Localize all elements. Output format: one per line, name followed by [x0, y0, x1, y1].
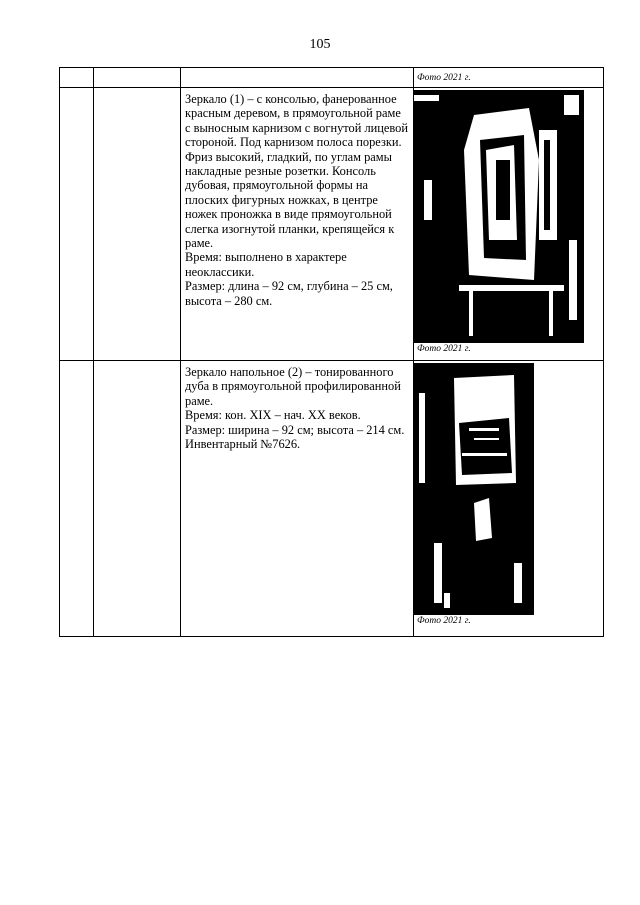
photo-caption: Фото 2021 г. [417, 344, 471, 354]
cell-name [94, 68, 181, 88]
cell-description [181, 88, 414, 361]
cell-photo [414, 88, 604, 361]
cell-photo [414, 361, 604, 637]
photo-caption: Фото 2021 г. [417, 73, 471, 83]
mirror-with-console-photo [414, 90, 584, 343]
description-time: Время: кон. XIX – нач. XX веков. [185, 408, 361, 423]
description-text: Зеркало (1) – с консолью, фанерованное красным деревом, в прямоугольной раме с выносным карнизом с вогнутой лицевой стороной. Под карнизом полоса порезки. Фриз высокий, гладкий, по углам рамы накладные резные розетки. Консоль дубовая, прямоугольной формы на плоских фигурных ножках, в центре ножек проножка в виде прямоугольной слегка изогнутой планки, крепящейся к раме. [185, 92, 408, 251]
inventory-number: Инвентарный №7626. [185, 437, 301, 452]
cell-description [181, 68, 414, 88]
cell-description [181, 361, 414, 637]
cell-number [60, 88, 94, 361]
cell-number [60, 68, 94, 88]
table-header-row [60, 68, 604, 88]
catalog-table [59, 67, 604, 637]
page-number: 105 [309, 37, 331, 52]
cell-photo [414, 68, 604, 88]
table-row [60, 88, 604, 361]
table-row [60, 361, 604, 637]
description-size: Размер: длина – 92 см, глубина – 25 см, высота – 280 см. [185, 279, 393, 308]
floor-mirror-photo [414, 363, 534, 615]
cell-name [94, 361, 181, 637]
description-time: Время: выполнено в характере неоклассики. [185, 250, 347, 279]
cell-number [60, 361, 94, 637]
photo-caption: Фото 2021 г. [417, 616, 471, 626]
description-size: Размер: ширина – 92 см; высота – 214 см. [185, 422, 405, 437]
description-text: Зеркало напольное (2) – тонированного дуба в прямоугольной профилированной раме. [185, 365, 401, 408]
cell-name [94, 88, 181, 361]
